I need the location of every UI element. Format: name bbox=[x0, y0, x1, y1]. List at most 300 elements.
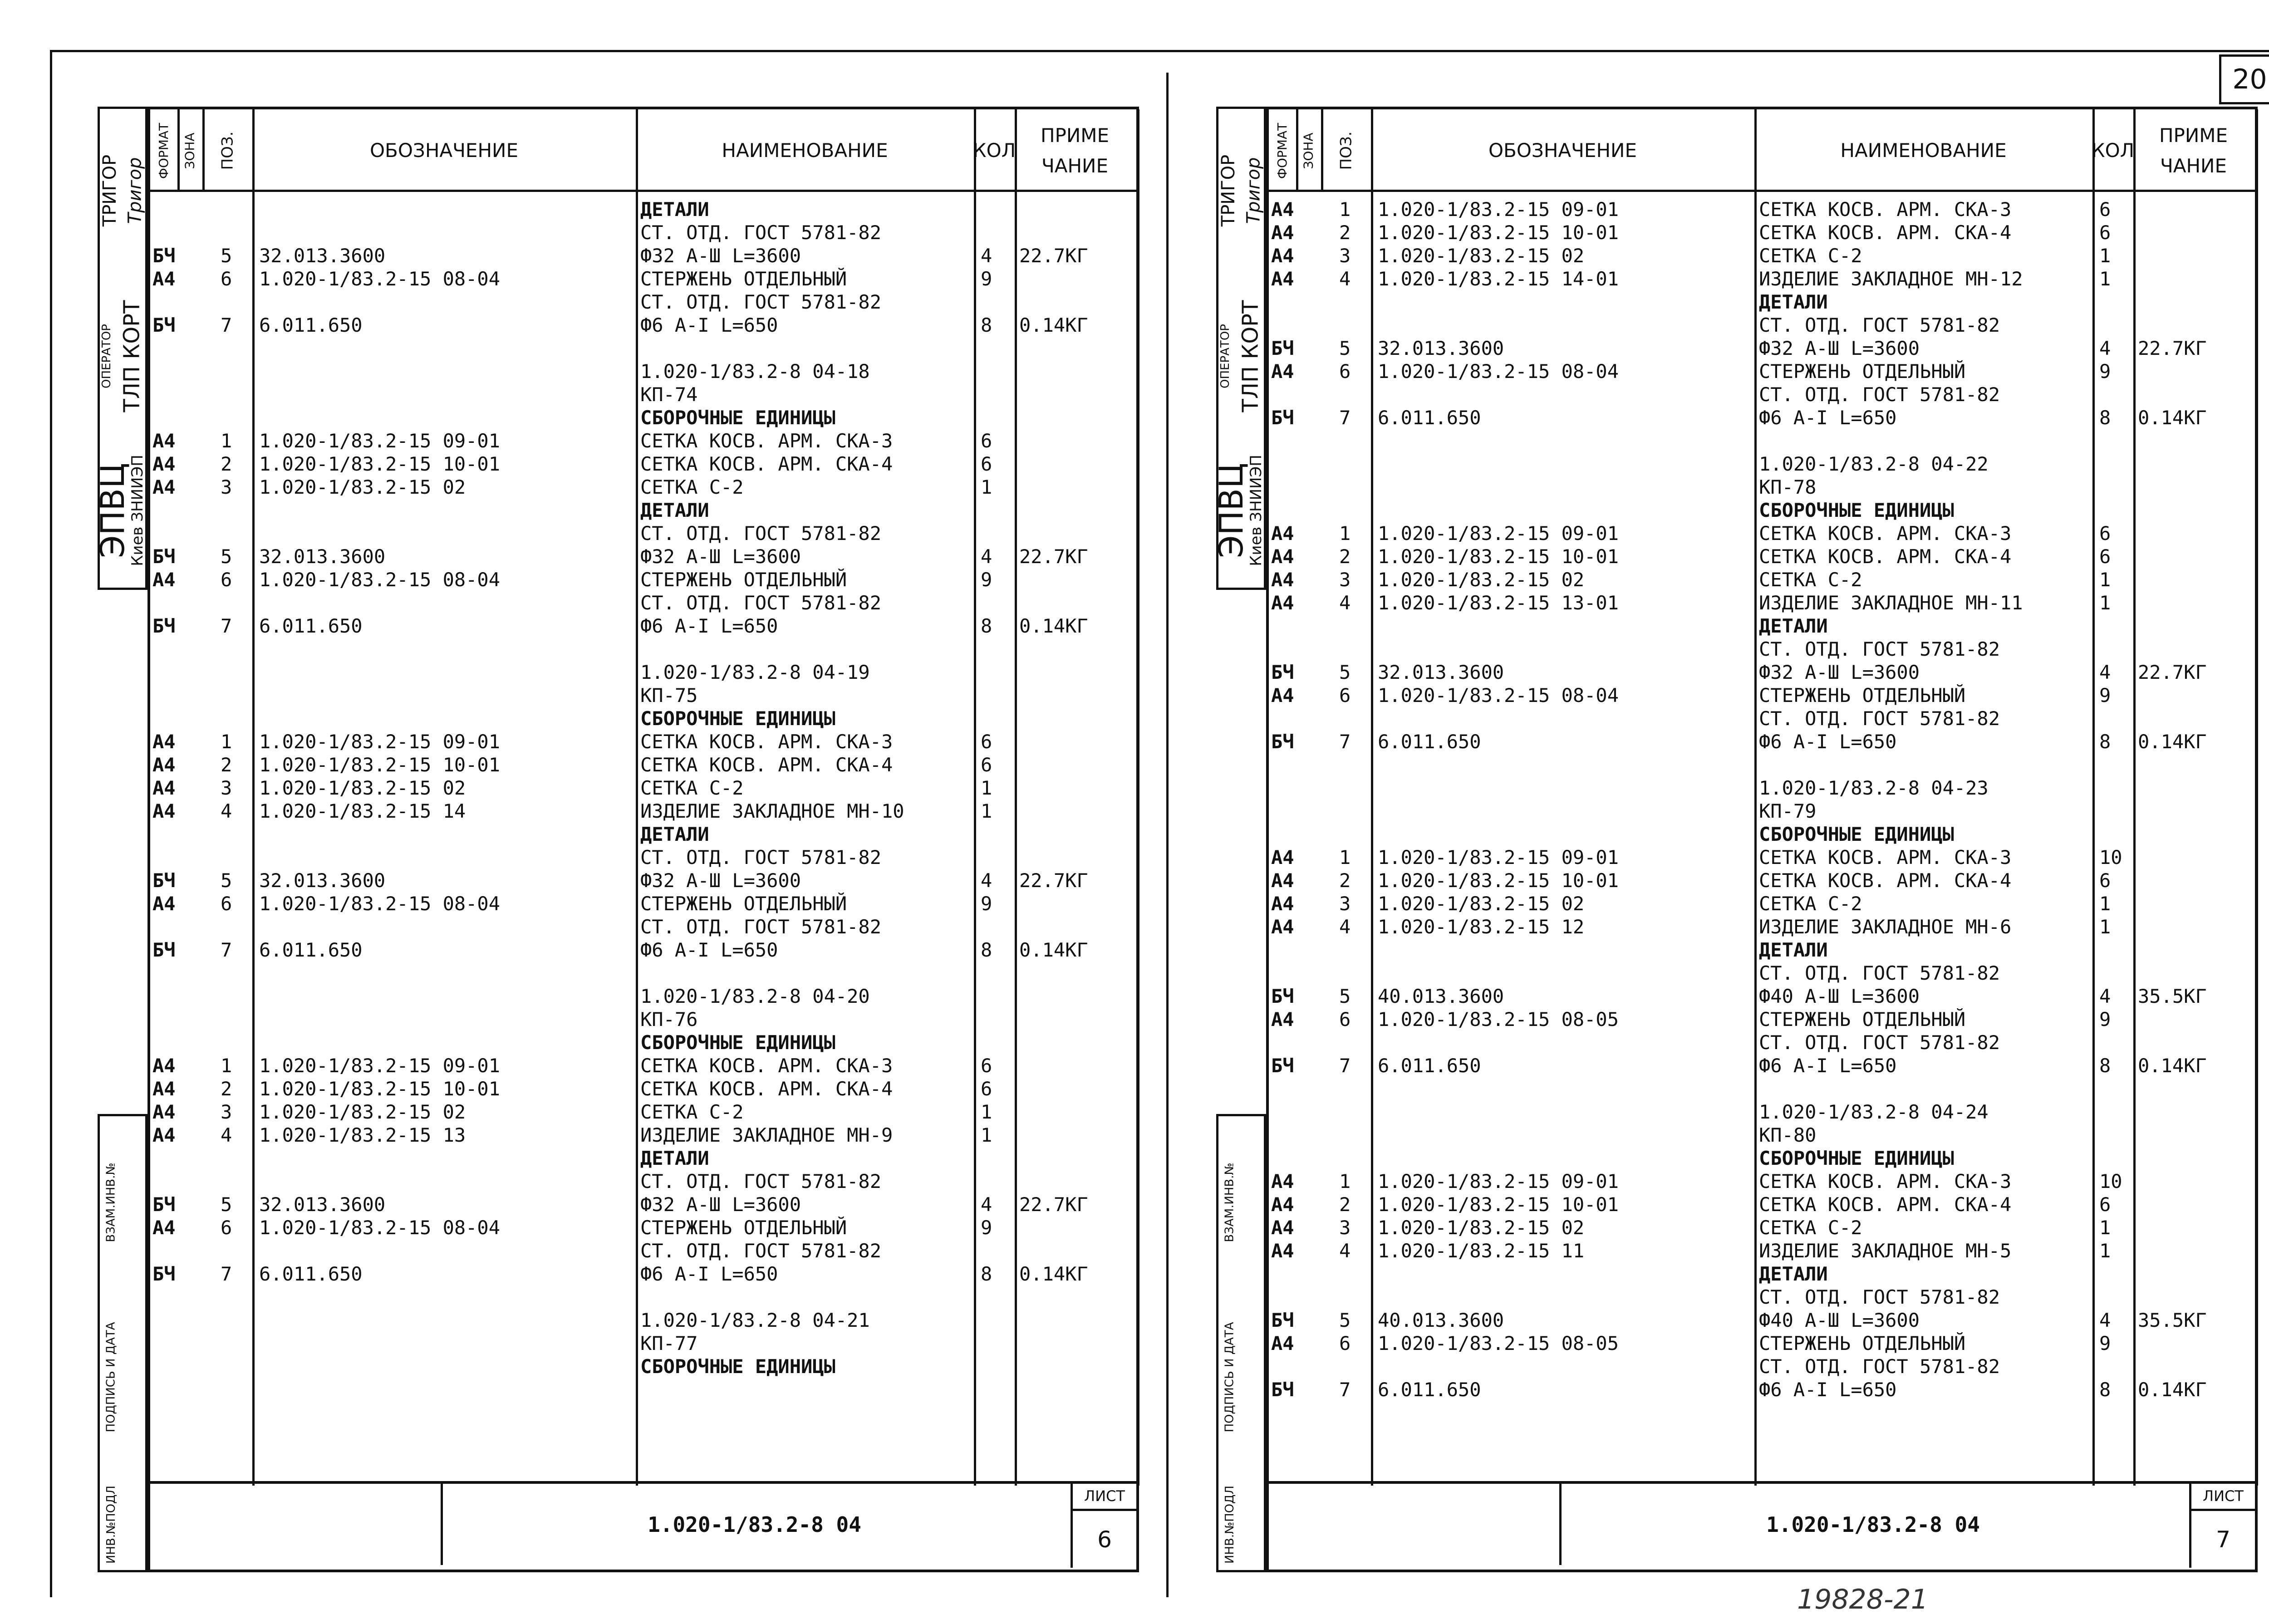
table-row bbox=[1269, 499, 2255, 522]
name-cell: СТ. ОТД. ГОСТ 5781-82 bbox=[640, 1170, 882, 1192]
name-cell: КП-77 bbox=[640, 1332, 698, 1354]
name-cell: ДЕТАЛИ bbox=[640, 499, 709, 521]
designation-cell: 6.011.650 bbox=[1378, 1379, 1481, 1401]
name-cell: Ф40 А-Ш L=3600 bbox=[1759, 1309, 1920, 1331]
format-cell: А4 bbox=[1271, 1193, 1294, 1216]
name-cell: Ф6 А-I L=650 bbox=[640, 1263, 778, 1285]
pos-cell: 6 bbox=[221, 569, 232, 591]
table-row bbox=[150, 314, 1136, 337]
designation-cell: 32.013.3600 bbox=[259, 545, 386, 568]
pos-cell: 4 bbox=[1339, 916, 1351, 938]
list-label: ЛИСТ bbox=[1073, 1484, 1136, 1511]
pos-cell: 2 bbox=[1339, 545, 1351, 568]
table-row bbox=[1269, 776, 2255, 800]
table-row bbox=[150, 707, 1136, 730]
table-row bbox=[150, 962, 1136, 985]
pos-cell: 7 bbox=[221, 1263, 232, 1285]
name-cell: ДЕТАЛИ bbox=[1759, 1263, 1828, 1285]
designation-cell: 1.020-1/83.2-15 10-01 bbox=[259, 754, 501, 776]
format-cell: А4 bbox=[1271, 1240, 1294, 1262]
format-cell: А4 bbox=[1271, 846, 1294, 868]
note-cell: 22.7КГ bbox=[1019, 545, 1088, 568]
format-cell: А4 bbox=[152, 731, 176, 753]
qty-cell: 4 bbox=[2099, 661, 2111, 683]
table-row bbox=[1269, 522, 2255, 545]
name-cell: СТ. ОТД. ГОСТ 5781-82 bbox=[640, 916, 882, 938]
table-header bbox=[150, 109, 1136, 192]
qty-cell: 1 bbox=[2099, 569, 2111, 591]
designation-cell: 1.020-1/83.2-15 10-01 bbox=[1378, 545, 1619, 568]
designation-cell: 1.020-1/83.2-15 09-01 bbox=[1378, 1170, 1619, 1192]
pos-cell: 4 bbox=[1339, 592, 1351, 614]
table-row bbox=[150, 1100, 1136, 1124]
format-cell: БЧ bbox=[152, 939, 176, 961]
field-sign-date: ПОДПИСЬ И ДАТА bbox=[1223, 1322, 1237, 1433]
table-row bbox=[1269, 452, 2255, 476]
table-row bbox=[1269, 684, 2255, 707]
designation-cell: 32.013.3600 bbox=[1378, 337, 1504, 359]
col-format-header: ФОРМАТ bbox=[1275, 123, 1290, 179]
name-cell: СЕТКА С-2 bbox=[640, 476, 744, 498]
pos-cell: 3 bbox=[221, 777, 232, 799]
name-cell: КП-78 bbox=[1759, 476, 1817, 498]
format-cell: А4 bbox=[152, 569, 176, 591]
name-cell: Ф6 А-I L=650 bbox=[640, 615, 778, 637]
name-cell: СТ. ОТД. ГОСТ 5781-82 bbox=[1759, 383, 2000, 406]
left-margin-rule bbox=[50, 50, 52, 1597]
center-fold-rule bbox=[1166, 73, 1169, 1597]
table-row bbox=[1269, 1378, 2255, 1401]
pos-cell: 7 bbox=[1339, 1055, 1351, 1077]
format-cell: А4 bbox=[1271, 522, 1294, 545]
format-cell: А4 bbox=[152, 1055, 176, 1077]
table-row bbox=[150, 1355, 1136, 1378]
title-code: 1.020-1/83.2-8 04 bbox=[648, 1512, 861, 1537]
name-cell: ДЕТАЛИ bbox=[1759, 615, 1828, 637]
designation-cell: 1.020-1/83.2-15 13 bbox=[259, 1124, 466, 1146]
note-cell: 35.5КГ bbox=[2138, 985, 2207, 1007]
name-cell: СЕТКА КОСВ. АРМ. СКА-3 bbox=[1759, 198, 2012, 221]
qty-cell: 9 bbox=[981, 268, 992, 290]
operator-value: ТЛП КОРТ bbox=[1238, 300, 1263, 412]
spec-frame bbox=[147, 107, 1139, 1572]
table-row bbox=[1269, 1100, 2255, 1124]
org-city: Киев ЗНИИЭП bbox=[128, 455, 147, 566]
table-row bbox=[150, 938, 1136, 962]
pos-cell: 1 bbox=[221, 1055, 232, 1077]
name-cell: СТ. ОТД. ГОСТ 5781-82 bbox=[640, 522, 882, 545]
note-cell: 22.7КГ bbox=[1019, 869, 1088, 892]
qty-cell: 4 bbox=[981, 1193, 992, 1216]
designation-cell: 1.020-1/83.2-15 08-05 bbox=[1378, 1008, 1619, 1030]
format-cell: А4 bbox=[1271, 1008, 1294, 1030]
name-cell: СЕТКА КОСВ. АРМ. СКА-3 bbox=[640, 430, 893, 452]
table-row bbox=[150, 1077, 1136, 1100]
table-row bbox=[150, 591, 1136, 614]
field-replace: ВЗАМ.ИНВ.№ bbox=[1223, 1163, 1237, 1242]
designation-cell: 1.020-1/83.2-15 12 bbox=[1378, 916, 1585, 938]
qty-cell: 1 bbox=[981, 777, 992, 799]
table-row bbox=[1269, 1170, 2255, 1193]
pos-cell: 3 bbox=[1339, 569, 1351, 591]
designation-cell: 1.020-1/83.2-15 14-01 bbox=[1378, 268, 1619, 290]
designation-cell: 6.011.650 bbox=[1378, 731, 1481, 753]
col-zone-header: ЗОНА bbox=[1301, 132, 1316, 169]
name-cell: СТ. ОТД. ГОСТ 5781-82 bbox=[1759, 1031, 2000, 1054]
designation-cell: 6.011.650 bbox=[259, 615, 363, 637]
name-cell: Ф6 А-I L=650 bbox=[1759, 407, 1897, 429]
author-label: ТРИГОР bbox=[99, 154, 121, 227]
format-cell: БЧ bbox=[1271, 661, 1294, 683]
designation-cell: 6.011.650 bbox=[259, 314, 363, 336]
format-cell: А4 bbox=[1271, 545, 1294, 568]
pos-cell: 5 bbox=[221, 1193, 232, 1216]
name-cell: Ф32 А-Ш L=3600 bbox=[1759, 661, 1920, 683]
designation-cell: 1.020-1/83.2-15 10-01 bbox=[1378, 869, 1619, 892]
format-cell: БЧ bbox=[1271, 1379, 1294, 1401]
table-row bbox=[150, 846, 1136, 869]
pos-cell: 4 bbox=[221, 800, 232, 822]
table-row bbox=[1269, 568, 2255, 591]
pos-cell: 2 bbox=[221, 453, 232, 475]
table-row bbox=[1269, 753, 2255, 776]
qty-cell: 9 bbox=[981, 893, 992, 915]
name-cell: СЕТКА КОСВ. АРМ. СКА-3 bbox=[640, 731, 893, 753]
table-row bbox=[150, 406, 1136, 429]
qty-cell: 9 bbox=[981, 569, 992, 591]
table-row bbox=[1269, 1216, 2255, 1239]
col-qty-header: КОЛ bbox=[2091, 139, 2135, 162]
name-cell: СТ. ОТД. ГОСТ 5781-82 bbox=[640, 592, 882, 614]
name-cell: ДЕТАЛИ bbox=[640, 1147, 709, 1169]
name-cell: ДЕТАЛИ bbox=[640, 823, 709, 845]
col-qty-header: КОЛ bbox=[972, 139, 1016, 162]
designation-cell: 1.020-1/83.2-15 02 bbox=[259, 777, 466, 799]
author-label: ТРИГОР bbox=[1218, 154, 1239, 227]
format-cell: А4 bbox=[152, 1124, 176, 1146]
name-cell: Ф32 А-Ш L=3600 bbox=[640, 1193, 801, 1216]
pos-cell: 1 bbox=[221, 731, 232, 753]
designation-cell: 6.011.650 bbox=[1378, 407, 1481, 429]
pos-cell: 7 bbox=[1339, 731, 1351, 753]
qty-cell: 1 bbox=[981, 1124, 992, 1146]
table-row bbox=[1269, 1077, 2255, 1100]
name-cell: СЕТКА КОСВ. АРМ. СКА-4 bbox=[1759, 545, 2012, 568]
page-number: 20 bbox=[2232, 64, 2267, 95]
field-sign-date: ПОДПИСЬ И ДАТА bbox=[104, 1322, 118, 1433]
table-row bbox=[150, 360, 1136, 383]
name-cell: СТЕРЖЕНЬ ОТДЕЛЬНЫЙ bbox=[640, 893, 847, 915]
qty-cell: 10 bbox=[2099, 1170, 2122, 1192]
table-row bbox=[1269, 314, 2255, 337]
qty-cell: 9 bbox=[2099, 1008, 2111, 1030]
table-row bbox=[150, 1124, 1136, 1147]
pos-cell: 6 bbox=[1339, 360, 1351, 383]
table-row bbox=[150, 1147, 1136, 1170]
qty-cell: 4 bbox=[981, 545, 992, 568]
operator-label: ОПЕРАТОР bbox=[1218, 324, 1232, 388]
note-cell: 0.14КГ bbox=[1019, 615, 1088, 637]
name-cell: ДЕТАЛИ bbox=[640, 198, 709, 221]
title-code: 1.020-1/83.2-8 04 bbox=[1766, 1512, 1980, 1537]
table-row bbox=[150, 1285, 1136, 1309]
designation-cell: 6.011.650 bbox=[259, 939, 363, 961]
name-cell: ИЗДЕЛИЕ ЗАКЛАДНОЕ МН-11 bbox=[1759, 592, 2023, 614]
qty-cell: 1 bbox=[2099, 268, 2111, 290]
table-row bbox=[1269, 545, 2255, 568]
name-cell: Ф6 А-I L=650 bbox=[640, 314, 778, 336]
qty-cell: 1 bbox=[2099, 893, 2111, 915]
table-row bbox=[1269, 823, 2255, 846]
col-designation-header: ОБОЗНАЧЕНИЕ bbox=[1488, 139, 1637, 162]
format-cell: А4 bbox=[152, 1101, 176, 1123]
table-row bbox=[150, 1216, 1136, 1239]
format-cell: А4 bbox=[1271, 569, 1294, 591]
name-cell: СЕТКА КОСВ. АРМ. СКА-4 bbox=[1759, 1193, 2012, 1216]
table-row bbox=[150, 753, 1136, 776]
qty-cell: 6 bbox=[2099, 869, 2111, 892]
note-cell: 0.14КГ bbox=[1019, 314, 1088, 336]
page-number-box bbox=[2219, 54, 2269, 104]
table-row bbox=[1269, 360, 2255, 383]
field-inv: ИНВ.№ПОДЛ bbox=[104, 1485, 118, 1564]
pos-cell: 7 bbox=[1339, 1379, 1351, 1401]
designation-cell: 1.020-1/83.2-15 08-04 bbox=[259, 268, 501, 290]
name-cell: СЕТКА КОСВ. АРМ. СКА-3 bbox=[1759, 522, 2012, 545]
name-cell: СБОРОЧНЫЕ ЕДИНИЦЫ bbox=[640, 707, 835, 730]
pos-cell: 6 bbox=[1339, 1332, 1351, 1354]
name-cell: КП-75 bbox=[640, 684, 698, 707]
pos-cell: 1 bbox=[1339, 522, 1351, 545]
name-cell: Ф6 А-I L=650 bbox=[1759, 1055, 1897, 1077]
pos-cell: 7 bbox=[221, 615, 232, 637]
table-row bbox=[150, 730, 1136, 753]
org-name: ЭПВЦ bbox=[1212, 463, 1250, 558]
table-row bbox=[1269, 244, 2255, 267]
format-cell: БЧ bbox=[152, 314, 176, 336]
pos-cell: 4 bbox=[1339, 1240, 1351, 1262]
format-cell: БЧ bbox=[152, 615, 176, 637]
pos-cell: 2 bbox=[221, 1078, 232, 1100]
format-cell: А4 bbox=[152, 430, 176, 452]
table-row bbox=[150, 1193, 1136, 1216]
pos-cell: 3 bbox=[1339, 1217, 1351, 1239]
pos-cell: 6 bbox=[221, 1217, 232, 1239]
format-cell: А4 bbox=[152, 476, 176, 498]
name-cell: 1.020-1/83.2-8 04-21 bbox=[640, 1309, 870, 1331]
name-cell: ИЗДЕЛИЕ ЗАКЛАДНОЕ МН-6 bbox=[1759, 916, 2012, 938]
table-row bbox=[1269, 1239, 2255, 1262]
signature: Тригор bbox=[124, 157, 146, 224]
designation-cell: 1.020-1/83.2-15 02 bbox=[259, 476, 466, 498]
table-row bbox=[150, 985, 1136, 1008]
field-replace: ВЗАМ.ИНВ.№ bbox=[104, 1163, 118, 1242]
table-row bbox=[150, 290, 1136, 314]
list-box bbox=[1071, 1484, 1136, 1568]
qty-cell: 6 bbox=[2099, 545, 2111, 568]
qty-cell: 9 bbox=[2099, 684, 2111, 707]
pos-cell: 3 bbox=[221, 1101, 232, 1123]
designation-cell: 1.020-1/83.2-15 08-04 bbox=[1378, 360, 1619, 383]
name-cell: СЕТКА КОСВ. АРМ. СКА-3 bbox=[1759, 1170, 2012, 1192]
table-row bbox=[150, 267, 1136, 290]
pos-cell: 1 bbox=[1339, 198, 1351, 221]
name-cell: 1.020-1/83.2-8 04-24 bbox=[1759, 1101, 1989, 1123]
table-row bbox=[150, 661, 1136, 684]
name-cell: СЕТКА КОСВ. АРМ. СКА-3 bbox=[640, 1055, 893, 1077]
name-cell: СТЕРЖЕНЬ ОТДЕЛЬНЫЙ bbox=[640, 268, 847, 290]
name-cell: ДЕТАЛИ bbox=[1759, 291, 1828, 313]
note-cell: 0.14КГ bbox=[2138, 731, 2207, 753]
qty-cell: 6 bbox=[981, 1078, 992, 1100]
pos-cell: 6 bbox=[1339, 684, 1351, 707]
designation-cell: 1.020-1/83.2-15 09-01 bbox=[1378, 198, 1619, 221]
table-row bbox=[1269, 614, 2255, 638]
pos-cell: 4 bbox=[221, 1124, 232, 1146]
pos-cell: 5 bbox=[221, 545, 232, 568]
designation-cell: 32.013.3600 bbox=[259, 1193, 386, 1216]
sidebar-right bbox=[1212, 107, 1266, 1572]
qty-cell: 6 bbox=[981, 453, 992, 475]
table-row bbox=[150, 915, 1136, 938]
pos-cell: 6 bbox=[221, 893, 232, 915]
designation-cell: 1.020-1/83.2-15 09-01 bbox=[259, 430, 501, 452]
designation-cell: 1.020-1/83.2-15 11 bbox=[1378, 1240, 1585, 1262]
table-row bbox=[1269, 1031, 2255, 1054]
table-row bbox=[1269, 938, 2255, 962]
qty-cell: 9 bbox=[2099, 1332, 2111, 1354]
note-cell: 22.7КГ bbox=[2138, 661, 2207, 683]
table-row bbox=[1269, 267, 2255, 290]
table-row bbox=[150, 476, 1136, 499]
table-row bbox=[1269, 800, 2255, 823]
table-row bbox=[150, 1262, 1136, 1285]
name-cell: СТЕРЖЕНЬ ОТДЕЛЬНЫЙ bbox=[640, 569, 847, 591]
name-cell: СТ. ОТД. ГОСТ 5781-82 bbox=[640, 291, 882, 313]
name-cell: СЕТКА С-2 bbox=[1759, 1217, 1862, 1239]
table-row bbox=[150, 452, 1136, 476]
pos-cell: 3 bbox=[1339, 893, 1351, 915]
qty-cell: 4 bbox=[2099, 337, 2111, 359]
pos-cell: 5 bbox=[1339, 1309, 1351, 1331]
table-row bbox=[1269, 985, 2255, 1008]
table-row bbox=[150, 823, 1136, 846]
name-cell: СБОРОЧНЫЕ ЕДИНИЦЫ bbox=[640, 1031, 835, 1054]
pos-cell: 1 bbox=[1339, 846, 1351, 868]
qty-cell: 1 bbox=[2099, 245, 2111, 267]
pos-cell: 4 bbox=[1339, 268, 1351, 290]
designation-cell: 1.020-1/83.2-15 02 bbox=[1378, 245, 1585, 267]
format-cell: А4 bbox=[1271, 1170, 1294, 1192]
table-row bbox=[150, 198, 1136, 221]
table-row bbox=[1269, 1309, 2255, 1332]
designation-cell: 1.020-1/83.2-15 09-01 bbox=[1378, 522, 1619, 545]
format-cell: А4 bbox=[152, 1217, 176, 1239]
sidebar-left bbox=[93, 107, 147, 1572]
title-block bbox=[150, 1481, 1136, 1565]
format-cell: А4 bbox=[1271, 198, 1294, 221]
pos-cell: 5 bbox=[221, 869, 232, 892]
note-cell: 35.5КГ bbox=[2138, 1309, 2207, 1331]
qty-cell: 8 bbox=[2099, 1379, 2111, 1401]
name-cell: СТ. ОТД. ГОСТ 5781-82 bbox=[640, 1240, 882, 1262]
designation-cell: 1.020-1/83.2-15 09-01 bbox=[1378, 846, 1619, 868]
table-row bbox=[1269, 730, 2255, 753]
table-row bbox=[1269, 1262, 2255, 1285]
name-cell: СТЕРЖЕНЬ ОТДЕЛЬНЫЙ bbox=[640, 1217, 847, 1239]
name-cell: СЕТКА КОСВ. АРМ. СКА-4 bbox=[640, 1078, 893, 1100]
table-row bbox=[1269, 221, 2255, 244]
name-cell: СТЕРЖЕНЬ ОТДЕЛЬНЫЙ bbox=[1759, 684, 1966, 707]
qty-cell: 6 bbox=[981, 1055, 992, 1077]
note-cell: 22.7КГ bbox=[2138, 337, 2207, 359]
table-row bbox=[1269, 198, 2255, 221]
qty-cell: 6 bbox=[981, 430, 992, 452]
name-cell: ДЕТАЛИ bbox=[1759, 939, 1828, 961]
name-cell: 1.020-1/83.2-8 04-23 bbox=[1759, 777, 1989, 799]
table-row bbox=[150, 1309, 1136, 1332]
pos-cell: 5 bbox=[1339, 661, 1351, 683]
table-row bbox=[1269, 406, 2255, 429]
note-cell: 0.14КГ bbox=[2138, 1055, 2207, 1077]
sheet-left bbox=[93, 102, 1150, 1577]
table-row bbox=[1269, 290, 2255, 314]
pos-cell: 5 bbox=[1339, 337, 1351, 359]
name-cell: СТ. ОТД. ГОСТ 5781-82 bbox=[1759, 1355, 2000, 1378]
designation-cell: 6.011.650 bbox=[259, 1263, 363, 1285]
format-cell: А4 bbox=[152, 1078, 176, 1100]
format-cell: БЧ bbox=[152, 545, 176, 568]
table-row bbox=[150, 1008, 1136, 1031]
qty-cell: 8 bbox=[2099, 1055, 2111, 1077]
name-cell: КП-76 bbox=[640, 1008, 698, 1030]
format-cell: А4 bbox=[152, 777, 176, 799]
org-name: ЭПВЦ bbox=[93, 463, 132, 558]
pos-cell: 2 bbox=[221, 754, 232, 776]
table-row bbox=[1269, 383, 2255, 406]
name-cell: СТЕРЖЕНЬ ОТДЕЛЬНЫЙ bbox=[1759, 1008, 1966, 1030]
note-cell: 0.14КГ bbox=[2138, 407, 2207, 429]
designation-cell: 1.020-1/83.2-15 08-05 bbox=[1378, 1332, 1619, 1354]
name-cell: СЕТКА С-2 bbox=[1759, 245, 1862, 267]
table-row bbox=[1269, 1147, 2255, 1170]
format-cell: А4 bbox=[152, 754, 176, 776]
name-cell: Ф32 А-Ш L=3600 bbox=[640, 245, 801, 267]
table-row bbox=[150, 800, 1136, 823]
name-cell: ИЗДЕЛИЕ ЗАКЛАДНОЕ МН-10 bbox=[640, 800, 904, 822]
designation-cell: 32.013.3600 bbox=[259, 869, 386, 892]
name-cell: СТЕРЖЕНЬ ОТДЕЛЬНЫЙ bbox=[1759, 1332, 1966, 1354]
designation-cell: 40.013.3600 bbox=[1378, 985, 1504, 1007]
pos-cell: 5 bbox=[221, 245, 232, 267]
name-cell: СЕТКА КОСВ. АРМ. СКА-4 bbox=[640, 453, 893, 475]
name-cell: Ф32 А-Ш L=3600 bbox=[1759, 337, 1920, 359]
qty-cell: 1 bbox=[981, 476, 992, 498]
table-row bbox=[150, 568, 1136, 591]
format-cell: А4 bbox=[1271, 916, 1294, 938]
qty-cell: 9 bbox=[2099, 360, 2111, 383]
designation-cell: 1.020-1/83.2-15 02 bbox=[259, 1101, 466, 1123]
format-cell: А4 bbox=[1271, 893, 1294, 915]
name-cell: СТ. ОТД. ГОСТ 5781-82 bbox=[640, 846, 882, 868]
name-cell: ИЗДЕЛИЕ ЗАКЛАДНОЕ МН-9 bbox=[640, 1124, 893, 1146]
title-block bbox=[1269, 1481, 2255, 1565]
name-cell: Ф32 А-Ш L=3600 bbox=[640, 545, 801, 568]
name-cell: 1.020-1/83.2-8 04-19 bbox=[640, 661, 870, 683]
table-row bbox=[1269, 337, 2255, 360]
name-cell: СТ. ОТД. ГОСТ 5781-82 bbox=[640, 221, 882, 244]
name-cell: Ф40 А-Ш L=3600 bbox=[1759, 985, 1920, 1007]
